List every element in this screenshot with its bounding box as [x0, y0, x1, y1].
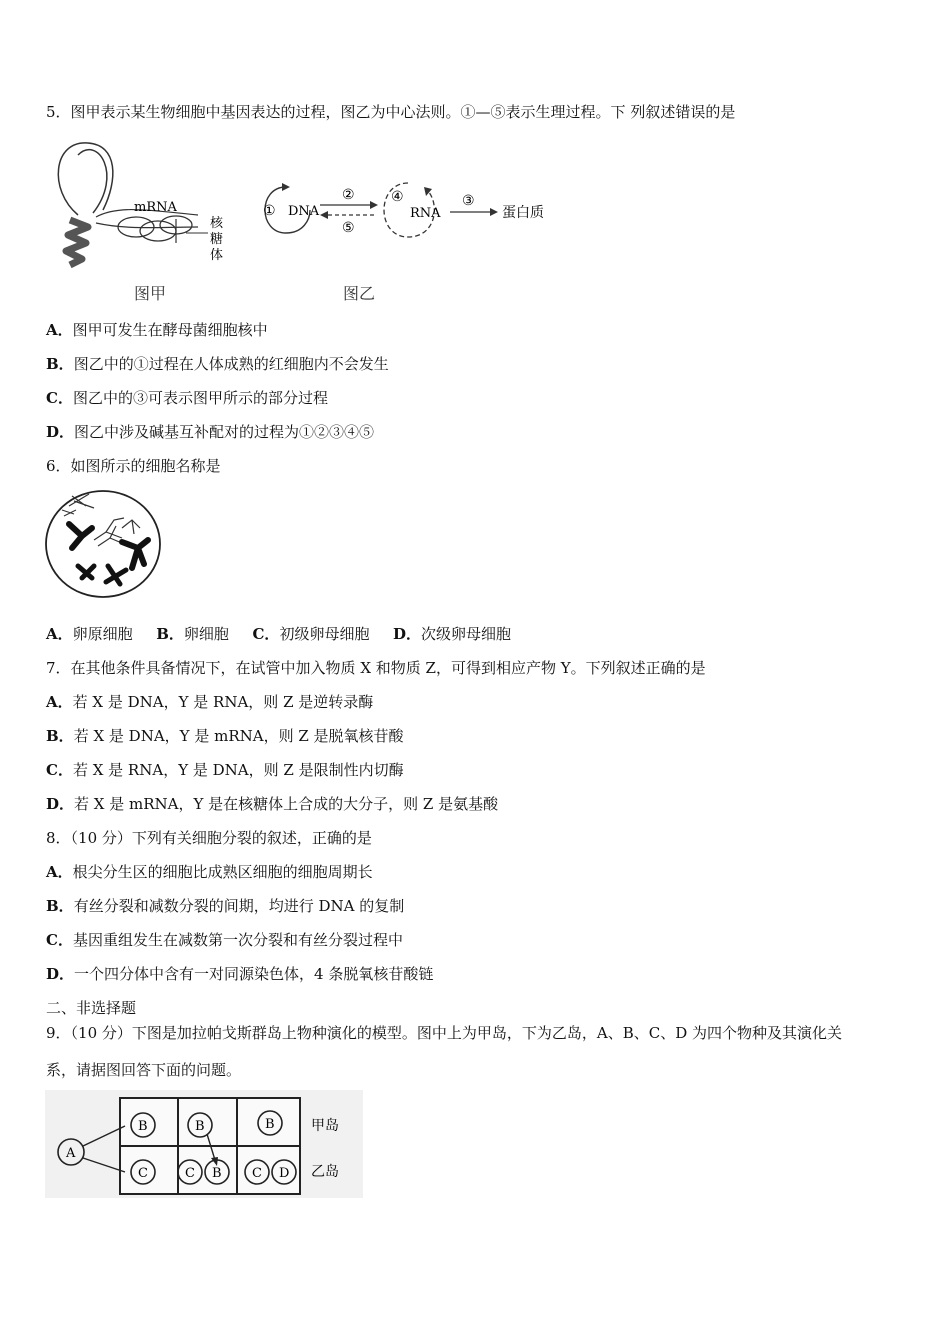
island-fig-a: A	[66, 1146, 76, 1161]
island-fig-b4: B	[212, 1166, 222, 1181]
island-fig-c3: C	[252, 1166, 262, 1181]
q6-option-c-label: C．	[252, 625, 280, 643]
q5-option-a-text: 图甲可发生在酵母菌细胞核中	[72, 321, 268, 339]
section-title: 二、非选择题	[46, 999, 137, 1017]
q6-option-d-label: D．	[393, 625, 422, 643]
q5-option-c-label: C．	[46, 389, 73, 407]
q6-option-d-text: 次级卵母细胞	[421, 625, 512, 643]
q7-option-b	[46, 726, 404, 746]
island-fig-b1: B	[138, 1119, 148, 1134]
q6-option-a-label: A．	[46, 625, 73, 643]
q6-option-b-text: 卵细胞	[183, 625, 229, 643]
q7-option-c-label: C．	[46, 761, 73, 779]
island-fig-yi: 乙岛	[311, 1164, 339, 1180]
q5-option-d-text: 图乙中涉及碱基互补配对的过程为①②③④⑤	[74, 423, 375, 441]
q5-option-a-label: A．	[46, 321, 73, 339]
q7-option-a-label: A．	[46, 693, 73, 711]
fig-yi-c2: ②	[342, 187, 355, 203]
q8-option-b	[46, 896, 404, 916]
q5-option-a	[46, 320, 268, 340]
fig-jia-label-he: 核	[210, 216, 224, 231]
fig-yi-c3: ③	[462, 193, 475, 209]
q7-stem: 7．在其他条件具备情况下，在试管中加入物质 X 和物质 Z，可得到相应产物 Y。下列叙述正确的是	[46, 659, 706, 677]
q6-option-c-text: 初级卵母细胞	[279, 625, 370, 643]
fig-yi-dna: DNA	[288, 204, 320, 219]
q6-options	[46, 624, 511, 644]
q7-option-a-text: 若 X 是 DNA，Y 是 RNA，则 Z 是逆转录酶	[72, 693, 374, 711]
q7-option-c-text: 若 X 是 RNA，Y 是 DNA，则 Z 是限制性内切酶	[72, 761, 404, 779]
q8-option-b-text: 有丝分裂和减数分裂的间期，均进行 DNA 的复制	[73, 897, 405, 915]
figure-islands	[45, 1090, 363, 1198]
q8-option-a	[46, 862, 373, 882]
q5-option-c	[46, 388, 328, 408]
q7-option-b-label: B．	[46, 727, 74, 745]
fig-yi-c4: ④	[391, 189, 404, 205]
q8-option-a-label: A．	[46, 863, 73, 881]
q5-option-c-text: 图乙中的③可表示图甲所示的部分过程	[72, 389, 328, 407]
fig-yi-protein: 蛋白质	[502, 205, 544, 221]
q8-option-d-label: D．	[46, 965, 75, 983]
figure-cell	[44, 488, 164, 603]
figure-jia	[48, 135, 238, 275]
q8-option-c-label: C．	[46, 931, 73, 949]
fig-yi-caption: 图乙	[343, 284, 376, 303]
fig-jia-label-mrna: mRNA	[134, 200, 177, 215]
q6-option-a-text: 卵原细胞	[72, 625, 133, 643]
q8-stem: 8．（10 分）下列有关细胞分裂的叙述，正确的是	[46, 829, 372, 847]
q5-option-d-label: D．	[46, 423, 75, 441]
island-fig-b3: B	[265, 1117, 275, 1132]
q8-option-c	[46, 930, 403, 950]
q7-option-a	[46, 692, 373, 712]
fig-yi-c1: ①	[263, 203, 276, 219]
island-fig-jia: 甲岛	[311, 1118, 339, 1134]
q7-option-d-label: D．	[46, 795, 75, 813]
fig-jia-caption: 图甲	[134, 284, 167, 303]
q7-option-b-text: 若 X 是 DNA，Y 是 mRNA，则 Z 是脱氧核苷酸	[73, 727, 404, 745]
fig-jia-label-ti: 体	[210, 248, 224, 263]
q5-option-b-label: B．	[46, 355, 74, 373]
fig-yi-rna: RNA	[410, 206, 441, 221]
q7-option-c	[46, 760, 404, 780]
q9-stem-line2: 系，请据图回答下面的问题。	[46, 1061, 242, 1079]
q6-stem: 6．如图所示的细胞名称是	[46, 457, 221, 475]
q8-option-c-text: 基因重组发生在减数第一次分裂和有丝分裂过程中	[72, 931, 403, 949]
q7-option-d-text: 若 X 是 mRNA，Y 是在核糖体上合成的大分子，则 Z 是氨基酸	[74, 795, 499, 813]
q5-stem: 5．图甲表示某生物细胞中基因表达的过程，图乙为中心法则。①—⑤表示生理过程。下 列叙述错误的是	[46, 103, 736, 121]
fig-yi-c5: ⑤	[342, 220, 355, 236]
island-fig-b2: B	[195, 1119, 205, 1134]
q5-option-b-text: 图乙中的①过程在人体成熟的红细胞内不会发生	[73, 355, 389, 373]
q5-option-d	[46, 422, 374, 442]
fig-jia-label-tang: 糖	[210, 232, 224, 247]
q8-option-b-label: B．	[46, 897, 74, 915]
q8-option-d	[46, 964, 433, 984]
q5-option-b	[46, 354, 389, 374]
q8-option-a-text: 根尖分生区的细胞比成熟区细胞的细胞周期长	[72, 863, 373, 881]
island-fig-d: D	[279, 1166, 290, 1181]
q6-option-b-label: B．	[156, 625, 184, 643]
q8-option-d-text: 一个四分体中含有一对同源染色体，4 条脱氧核苷酸链	[74, 965, 434, 983]
island-fig-c1: C	[138, 1166, 148, 1181]
island-fig-c2: C	[185, 1166, 195, 1181]
q9-stem-line1: 9．（10 分）下图是加拉帕戈斯群岛上物种演化的模型。图中上为甲岛，下为乙岛，A、B、C、D 为四个物种及其演化关	[46, 1024, 843, 1042]
q7-option-d	[46, 794, 498, 814]
figure-yi	[258, 175, 558, 245]
